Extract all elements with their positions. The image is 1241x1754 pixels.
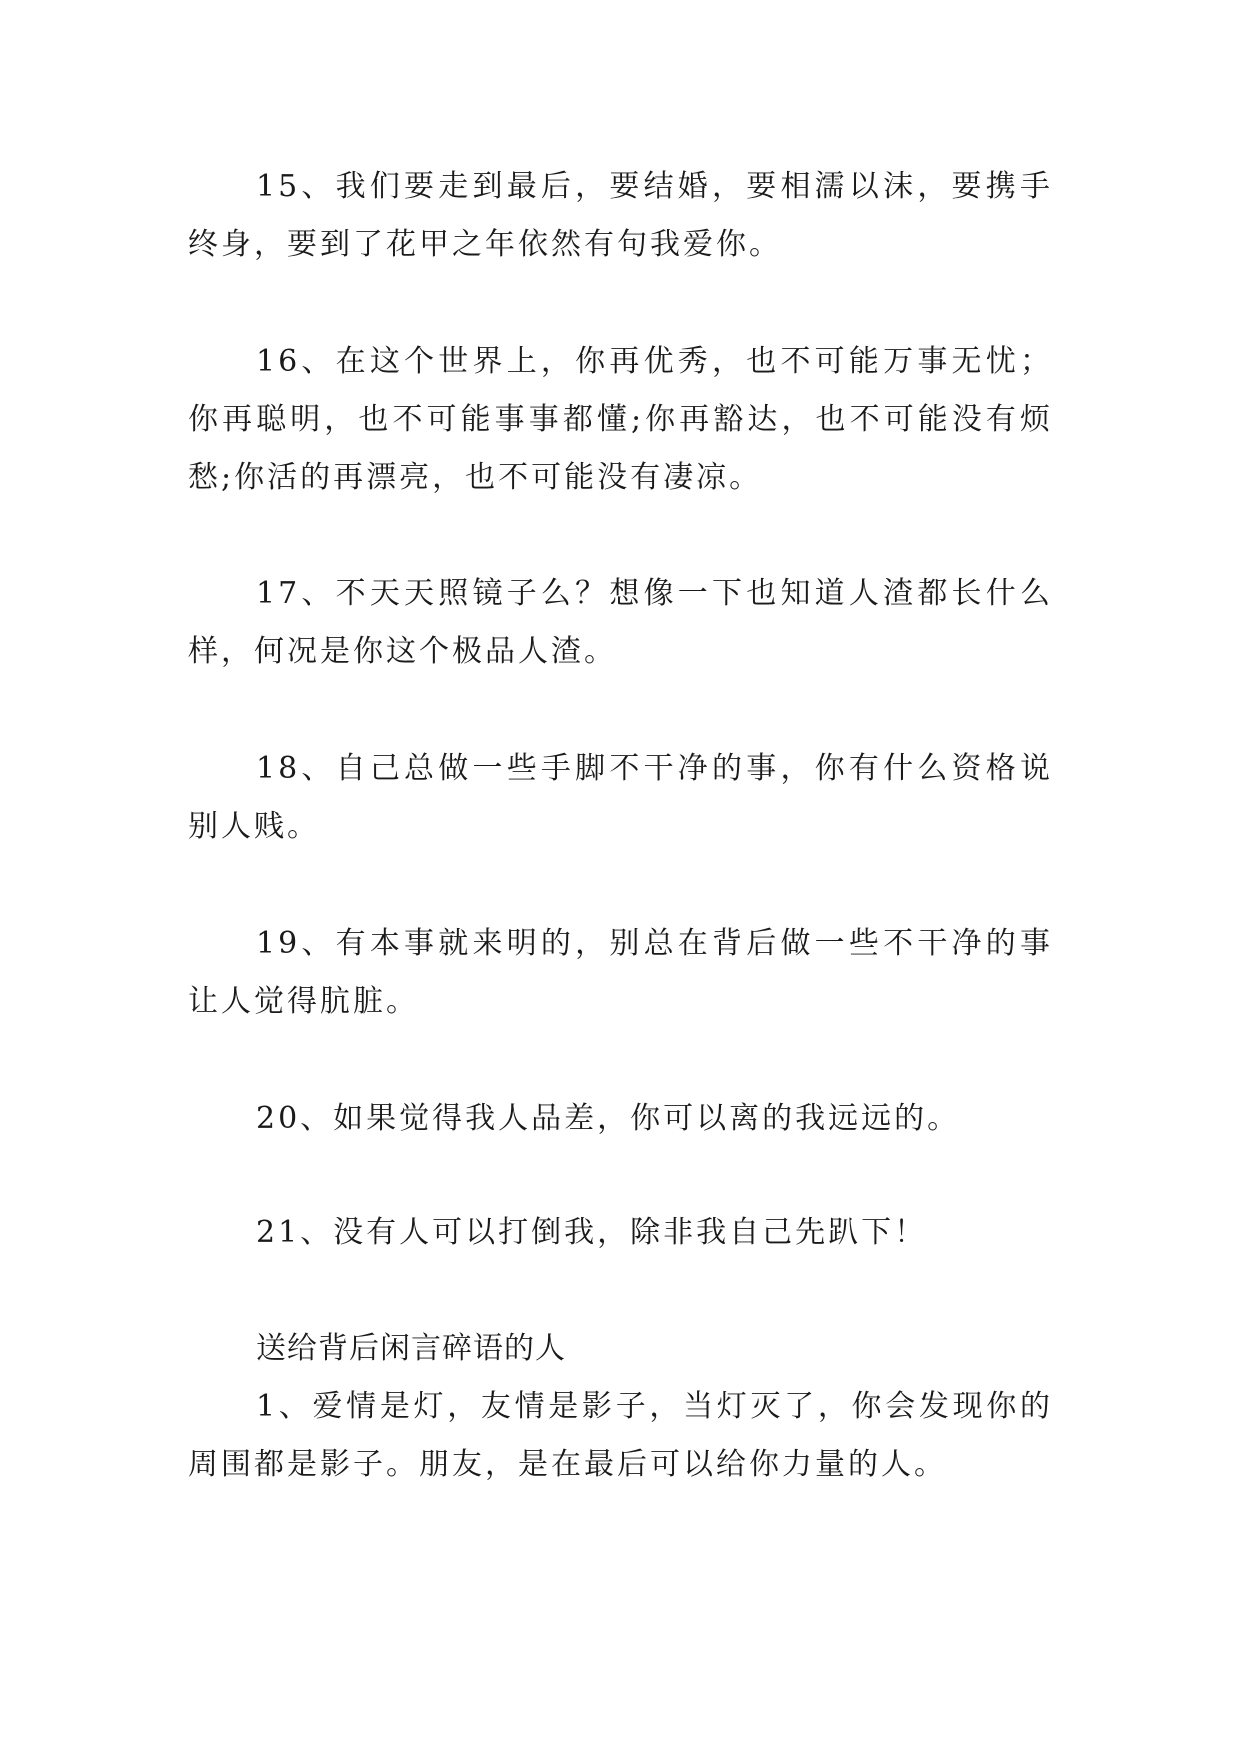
section-heading: 送给背后闲言碎语的人: [256, 1331, 566, 1366]
section-paragraph-1: 1、爱情是灯，友情是影子，当灯灭了，你会发现你的周围都是影子。朋友，是在最后可以给你力量的人。: [188, 1389, 1053, 1482]
paragraph-18: 18、自己总做一些手脚不干净的事，你有什么资格说别人贱。: [188, 751, 1053, 844]
paragraph-19: 19、有本事就来明的，别总在背后做一些不干净的事让人觉得肮脏。: [188, 926, 1053, 1019]
paragraph-16: 16、在这个世界上，你再优秀，也不可能万事无忧；你再聪明，也不可能事事都懂;你再豁达，也不可能没有烦愁;你活的再漂亮，也不可能没有凄凉。: [188, 344, 1053, 495]
paragraph-20: 20、如果觉得我人品差，你可以离的我远远的。: [256, 1101, 961, 1136]
paragraph-21: 21、没有人可以打倒我，除非我自己先趴下！: [256, 1215, 928, 1250]
paragraph-17: 17、不天天照镜子么？想像一下也知道人渣都长什么样，何况是你这个极品人渣。: [188, 576, 1053, 669]
paragraph-15: 15、我们要走到最后，要结婚，要相濡以沫，要携手终身，要到了花甲之年依然有句我爱你。: [188, 169, 1053, 262]
